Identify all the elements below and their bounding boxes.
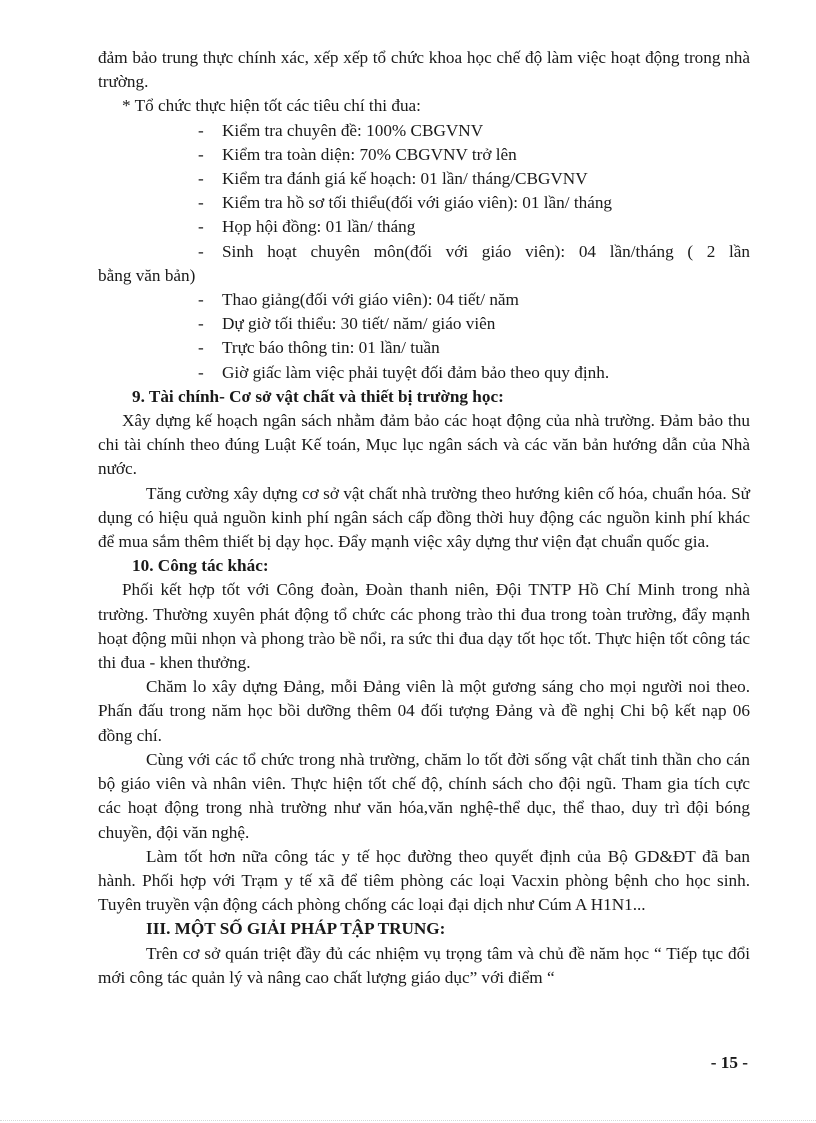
list-item: - Trực báo thông tin: 01 lần/ tuần: [198, 338, 440, 358]
section-heading-9: 9. Tài chính- Cơ sở vật chất và thiết bị trường học:: [132, 386, 504, 406]
paragraph-party: Chăm lo xây dựng Đảng, mỗi Đảng viên là một gương sáng cho mọi người noi theo. Phấn đấu trong năm học bồi dưỡng thêm 04 đối tượng Đảng và đề nghị Chi bộ kết nạp 06 đồng chí.: [98, 677, 750, 745]
list-item: - Kiểm tra chuyên đề: 100% CBGVNV: [198, 120, 484, 140]
paragraph-welfare: Cùng với các tổ chức trong nhà trường, chăm lo tốt đời sống vật chất tinh thần cho cán bộ giáo viên và nhân viên. Thực hiện tốt chế độ, chính sách cho đội ngũ. Tham gia tích cực các hoạt động trong nhà trường như văn hóa,văn nghệ-thể dục, thể thao, duy trì đội bóng chuyền, đội văn nghệ.: [98, 749, 750, 842]
list-item: - Họp hội đồng: 01 lần/ tháng: [198, 217, 416, 237]
paragraph-coordination: Phối kết hợp tốt với Công đoàn, Đoàn thanh niên, Đội TNTP Hồ Chí Minh trong nhà trường. Thường xuyên phát động tổ chức các phong trào thi đua trong toàn trường, đẩy mạnh hoạt động mũi nhọn và phong trào bề nổi, ra sức thi đua dạy tốt học tốt. Thực hiện tốt công tác thi đua - khen thưởng.: [98, 580, 750, 673]
criteria-list: [98, 119, 750, 264]
section-heading-10: 10. Công tác khác:: [132, 556, 269, 576]
criteria-list-continued: [98, 288, 750, 385]
list-item: - Kiểm tra hồ sơ tối thiểu(đối với giáo viên): 01 lần/ tháng: [198, 193, 613, 213]
page-bottom-divider: [0, 1120, 816, 1121]
list-item: - Giờ giấc làm việc phải tuyệt đối đảm bảo theo quy định.: [198, 362, 610, 382]
list-item: - Dự giờ tối thiểu: 30 tiết/ năm/ giáo viên: [198, 314, 496, 334]
paragraph-criteria-intro: * Tổ chức thực hiện tốt các tiêu chí thi đua:: [122, 96, 421, 116]
paragraph-facilities: Tăng cường xây dựng cơ sở vật chất nhà trường theo hướng kiên cố hóa, chuẩn hóa. Sử dụng có hiệu quả nguồn kinh phí ngân sách cấp đồng thời huy động các nguồn kinh phí khác để mua sắm thêm thiết bị dạy học. Đẩy mạnh việc xây dựng thư viện đạt chuẩn quốc gia.: [98, 483, 750, 552]
list-item: - Sinh hoạt chuyên môn(đối với giáo viên): 04 lần/tháng ( 2 lần: [198, 241, 750, 261]
paragraph-intro: đảm bảo trung thực chính xác, xếp xếp tổ chức khoa học chế độ làm việc hoạt động trong nhà trường.: [98, 48, 750, 92]
page-number: - 15 -: [710, 1053, 748, 1072]
section-heading-iii: III. MỘT SỐ GIẢI PHÁP TẬP TRUNG:: [146, 919, 446, 939]
paragraph-budget: Xây dựng kế hoạch ngân sách nhằm đảm bảo các hoạt động của nhà trường. Đảm bảo thu chi tài chính theo đúng Luật Kế toán, Mục lục ngân sách và các văn bản hướng dẫn của Nhà nước.: [98, 411, 750, 479]
paragraph-health: Làm tốt hơn nữa công tác y tế học đường theo quyết định của Bộ GD&ĐT đã ban hành. Phối hợp với Trạm y tế xã để tiêm phòng các loại Vacxin phòng bệnh cho học sinh. Tuyên truyền vận động cách phòng chống các loại đại dịch như Cúm A H1N1...: [98, 846, 750, 915]
list-item: - Thao giảng(đối với giáo viên): 04 tiết/ năm: [198, 290, 519, 310]
list-item-continuation: bằng văn bản): [98, 265, 196, 285]
list-item: - Kiểm tra đánh giá kế hoạch: 01 lần/ tháng/CBGVNV: [198, 169, 588, 189]
list-item: - Kiểm tra toàn diện: 70% CBGVNV trở lên: [198, 144, 517, 164]
document-page: [98, 46, 750, 990]
paragraph-solutions: Trên cơ sở quán triệt đầy đủ các nhiệm vụ trọng tâm và chủ đề năm học “ Tiếp tục đổi mới công tác quản lý và nâng cao chất lượng giáo dục” với điểm “: [98, 943, 750, 987]
